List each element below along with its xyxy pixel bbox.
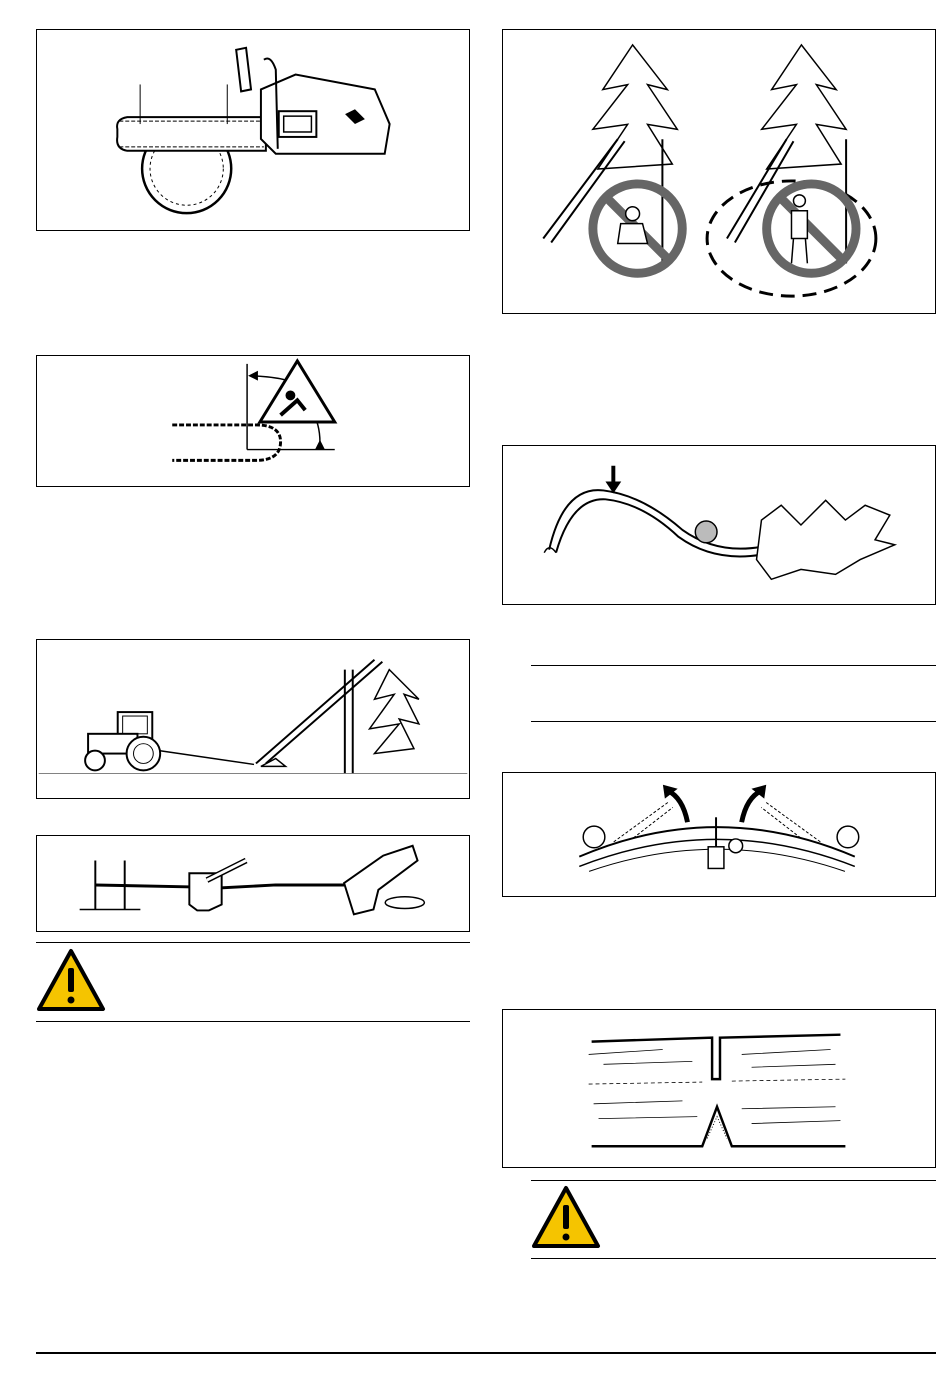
- log-cut-section-illustration: [503, 1010, 935, 1167]
- figure-tractor-pull: [36, 639, 470, 799]
- chainsaw-cutting-log-illustration: [37, 30, 469, 230]
- warning-top-rule: [36, 942, 470, 943]
- section-rule-top: [531, 665, 936, 666]
- figure-kickback-zone: [36, 355, 470, 487]
- figure-winch: [36, 835, 470, 932]
- warning-bottom-rule: [36, 1021, 470, 1022]
- figure-chainsaw-log: [36, 29, 470, 231]
- warning-triangle-icon: [36, 948, 106, 1012]
- figure-log-cut: [502, 1009, 936, 1168]
- section-rule-bottom: [531, 721, 936, 722]
- log-under-tension-illustration: [503, 773, 935, 896]
- warning-right-top-rule: [531, 1180, 936, 1181]
- figure-no-work-under-hung-tree: [502, 29, 936, 314]
- figure-log-bending: [502, 772, 936, 897]
- kickback-zone-illustration: [37, 356, 469, 486]
- page-footer-rule: [36, 1352, 936, 1354]
- tree-under-tension-illustration: [503, 446, 935, 604]
- figure-tension-trunk: [502, 445, 936, 605]
- tractor-pulling-tree-illustration: [37, 640, 469, 798]
- winch-pulling-tree-illustration: [37, 836, 469, 931]
- prohibited-under-hung-tree-illustration: [503, 30, 935, 313]
- warning-right-bottom-rule: [531, 1258, 936, 1259]
- warning-triangle-icon: [531, 1185, 601, 1249]
